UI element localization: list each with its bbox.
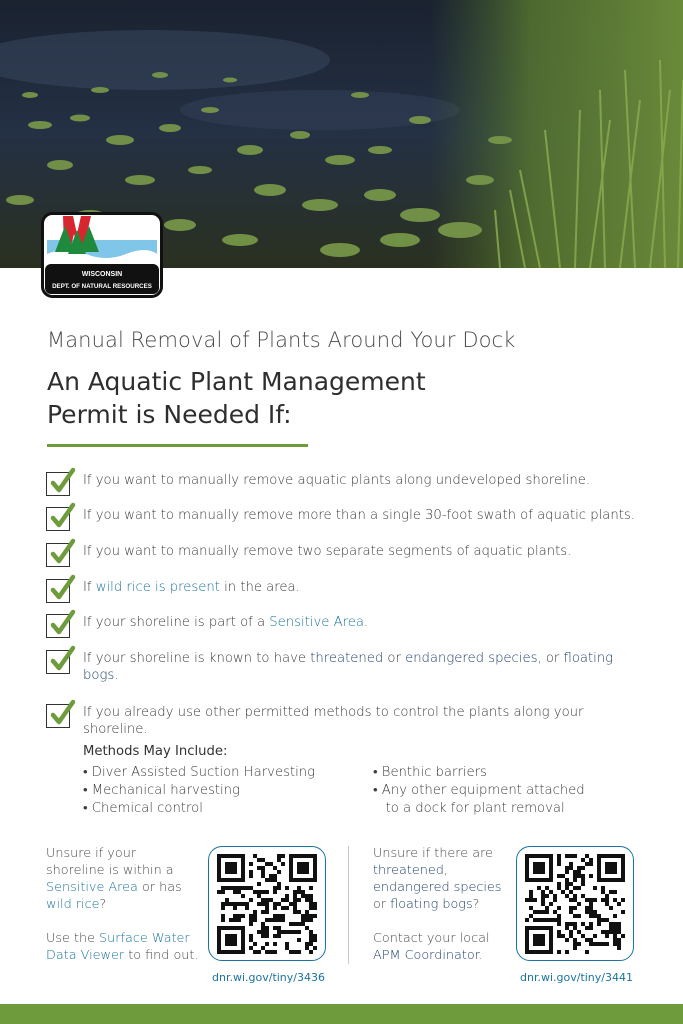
logo-line1: WISCONSIN xyxy=(81,271,123,278)
qr-code-left[interactable] xyxy=(208,846,326,961)
info-text: Contact your local xyxy=(373,931,490,946)
checklist-text xyxy=(83,507,643,524)
apm-coordinator-link[interactable]: APM Coordinator xyxy=(373,948,479,963)
qr-pattern xyxy=(525,854,625,954)
wild-rice-link[interactable]: wild rice xyxy=(46,897,100,912)
methods-list-left xyxy=(83,764,315,818)
info-text: ? xyxy=(472,897,480,912)
text-segment: If you want to manually remove more than a single 30-foot swath of aquatic plants. xyxy=(83,508,635,523)
text-segment: or xyxy=(383,651,406,666)
info-text: or has xyxy=(137,880,182,895)
endangered-species-link[interactable]: endangered species xyxy=(373,880,502,895)
data-viewer-link[interactable]: Data Viewer xyxy=(46,948,125,963)
inline-link[interactable]: endangered species xyxy=(405,651,538,666)
info-text: or xyxy=(373,897,391,912)
text-segment: . xyxy=(363,615,369,630)
checkmark-icon xyxy=(46,614,70,638)
text-segment: If you want to manually remove aquatic plants along undeveloped shoreline. xyxy=(83,473,591,488)
info-right-question xyxy=(373,845,501,913)
threatened-link[interactable]: threatened xyxy=(373,863,444,878)
inline-link[interactable]: threatened xyxy=(310,651,384,666)
method-item: • Benthic barriers xyxy=(373,765,487,780)
logo-line2: DEPT. OF NATURAL RESOURCES xyxy=(52,283,152,290)
checklist-item xyxy=(46,650,643,684)
text-segment: If your shoreline is known to have xyxy=(83,651,311,666)
info-text xyxy=(373,862,501,879)
sensitive-area-link[interactable]: Sensitive Area xyxy=(46,880,138,895)
method-item: • Chemical control xyxy=(83,801,203,816)
info-text xyxy=(46,879,182,896)
method-item: • Diver Assisted Suction Harvesting xyxy=(83,765,316,780)
checklist-item xyxy=(46,543,643,567)
info-text xyxy=(46,930,199,947)
checklist-text xyxy=(83,579,643,596)
checklist-item xyxy=(46,472,643,496)
info-text: shoreline is within a xyxy=(46,863,174,878)
title-line-1: An Aquatic Plant Management xyxy=(47,367,426,396)
text-segment: , or xyxy=(537,651,564,666)
page-subtitle: Manual Removal of Plants Around Your Dock xyxy=(47,328,516,352)
checklist-text xyxy=(83,472,643,489)
checkmark-icon xyxy=(46,472,70,496)
info-text: . xyxy=(478,948,483,963)
methods-list-right xyxy=(373,764,585,818)
qr-code-right[interactable] xyxy=(516,846,634,961)
floating-bogs-link[interactable]: floating bogs xyxy=(390,897,473,912)
method-item: • Any other equipment attached xyxy=(373,783,585,798)
checkmark-icon xyxy=(46,579,70,603)
info-text xyxy=(373,896,501,913)
info-text xyxy=(373,947,490,964)
info-left-question xyxy=(46,845,182,913)
checklist-text xyxy=(83,543,643,560)
url-left[interactable]: dnr.wi.gov/tiny/3436 xyxy=(212,971,325,984)
info-text xyxy=(46,896,182,913)
info-text: to find out. xyxy=(124,948,199,963)
info-text: Unsure if there are xyxy=(373,846,493,861)
checklist-text xyxy=(83,704,643,738)
text-segment: If your shoreline is part of a xyxy=(83,615,270,630)
text-segment: If you want to manually remove two separate segments of aquatic plants. xyxy=(83,544,572,559)
text-segment: If xyxy=(83,580,96,595)
info-text xyxy=(46,947,199,964)
info-text: Unsure if your xyxy=(46,846,137,861)
title-line-2: Permit is Needed If: xyxy=(47,400,292,429)
qr-pattern xyxy=(217,854,317,954)
checkmark-icon xyxy=(46,507,70,531)
surface-water-viewer-link[interactable]: Surface Water xyxy=(99,931,190,946)
footer-bar xyxy=(0,1004,683,1024)
checklist-item xyxy=(46,704,643,738)
info-text: ? xyxy=(99,897,107,912)
url-right[interactable]: dnr.wi.gov/tiny/3441 xyxy=(520,971,633,984)
info-text xyxy=(373,879,501,896)
text-segment: If you already use other permitted methods to control the plants along your shoreline. xyxy=(83,705,584,737)
checklist-item xyxy=(46,614,643,638)
checklist-text xyxy=(83,650,643,684)
checkmark-icon xyxy=(46,543,70,567)
info-left-answer xyxy=(46,930,199,964)
page-title xyxy=(47,365,567,431)
methods-heading: Methods May Include: xyxy=(83,744,228,759)
checkmark-icon xyxy=(46,650,70,674)
text-segment: . xyxy=(114,668,119,683)
checklist-item xyxy=(46,579,643,603)
inline-link[interactable]: wild rice is present xyxy=(95,580,220,595)
method-item: • Mechanical harvesting xyxy=(83,783,240,798)
title-divider xyxy=(47,444,308,447)
checklist-item xyxy=(46,507,643,531)
method-item: to a dock for plant removal xyxy=(373,801,565,816)
inline-link[interactable]: Sensitive Area xyxy=(269,615,364,630)
column-divider xyxy=(348,846,349,964)
checkmark-icon xyxy=(46,704,70,728)
info-text: , xyxy=(443,863,448,878)
wdnr-logo xyxy=(41,212,163,298)
info-right-answer xyxy=(373,930,490,964)
info-text: Use the xyxy=(46,931,100,946)
inline-link[interactable]: floating bogs xyxy=(83,651,614,683)
checklist-text xyxy=(83,614,643,631)
text-segment: in the area. xyxy=(219,580,300,595)
